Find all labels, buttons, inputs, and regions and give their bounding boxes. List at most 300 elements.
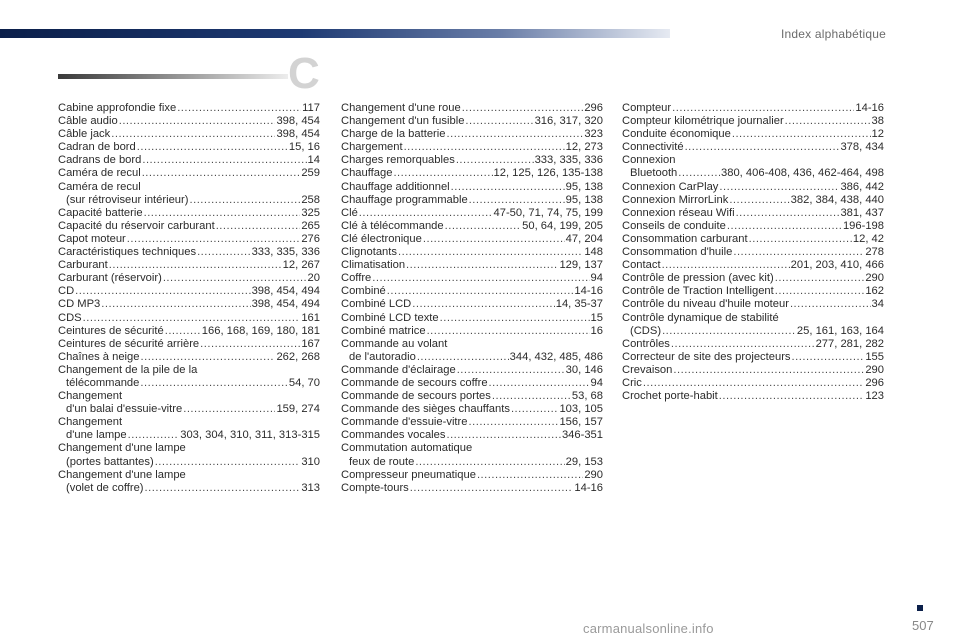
dot-leader	[410, 482, 574, 495]
index-entry	[622, 102, 884, 115]
index-entry-pages: 117	[302, 102, 320, 114]
dot-leader	[128, 429, 180, 442]
index-entry-pages: 155	[865, 350, 884, 363]
index-entry-pages: 29, 153	[565, 455, 603, 468]
dot-leader	[75, 285, 250, 298]
index-entry	[622, 312, 884, 338]
dot-leader	[451, 181, 565, 194]
index-entry-pages: 344, 432, 485, 486	[509, 350, 603, 363]
index-entry-term: Changement d'une roue	[341, 102, 461, 114]
index-entry-term: Clé électronique	[341, 232, 422, 245]
dot-leader	[163, 272, 307, 285]
index-column-1	[58, 102, 320, 495]
index-entry-pages: 54, 70	[288, 376, 320, 389]
index-entry-subterm: d'une lampe	[66, 429, 127, 442]
page-header-title: Index alphabétique	[780, 27, 886, 41]
index-entry	[341, 482, 603, 495]
dot-leader	[719, 181, 839, 194]
index-entry-pages: 398, 454	[276, 115, 320, 128]
index-entry-pages: 53, 68	[571, 390, 603, 403]
dot-leader	[445, 220, 522, 233]
dot-leader	[372, 272, 589, 285]
index-entry	[622, 220, 884, 233]
index-entry-term: Caractéristiques techniques	[58, 246, 197, 259]
index-entry-pages: 290	[865, 272, 884, 285]
index-entry-pages: 30, 146	[565, 363, 603, 376]
index-entry-subterm: feux de route	[349, 455, 415, 468]
index-entry-term: Crevaison	[622, 363, 673, 376]
dot-leader	[729, 194, 789, 207]
index-entry-pages: 16	[590, 324, 603, 337]
dot-leader	[727, 220, 842, 233]
dot-leader	[101, 298, 250, 311]
dot-leader	[465, 115, 533, 128]
index-entry-pages: 123	[865, 390, 884, 403]
index-entry-pages: 14	[307, 154, 320, 167]
index-entry-term: Cadran de bord	[58, 141, 136, 154]
index-entry-term: Combiné LCD	[341, 298, 412, 311]
index-entry	[341, 259, 603, 272]
index-entry-pages: 14, 35-37	[555, 298, 603, 311]
index-entry-pages: 398, 454, 494	[251, 285, 320, 298]
dot-leader	[775, 272, 865, 285]
index-entry-term: Clé	[341, 206, 358, 219]
index-entry-term: Changement	[58, 416, 123, 429]
index-entry-term: Cadrans de bord	[58, 154, 142, 167]
index-entry	[58, 298, 320, 311]
index-entry-pages: 323	[584, 128, 603, 141]
index-entry	[622, 154, 884, 180]
index-entry	[58, 220, 320, 233]
index-entry-term: Combiné	[341, 285, 386, 298]
index-entry-pages: 262, 268	[276, 350, 320, 363]
index-entry	[58, 128, 320, 141]
index-entry-subterm: Bluetooth	[630, 167, 678, 180]
index-entry	[622, 364, 884, 377]
dot-leader	[200, 338, 300, 351]
index-entry	[58, 115, 320, 128]
index-entry-pages: 15, 16	[288, 141, 320, 154]
dot-leader	[456, 154, 534, 167]
index-entry	[58, 141, 320, 154]
index-entry-term: Commandes vocales	[341, 429, 446, 442]
dot-leader	[719, 390, 865, 403]
index-entry	[341, 416, 603, 429]
index-entry-pages: 296	[865, 376, 884, 389]
index-entry	[341, 220, 603, 233]
index-entry-term: Chaînes à neige	[58, 350, 140, 363]
dot-leader	[142, 167, 301, 180]
dot-leader	[732, 128, 871, 141]
index-entry-pages: 148	[584, 246, 603, 259]
index-entry-term: Chauffage	[341, 167, 393, 180]
index-entry	[622, 194, 884, 207]
index-entry-term: Changement	[58, 390, 123, 403]
index-entry-pages: 259	[301, 167, 320, 180]
index-entry-pages: 265	[301, 219, 320, 232]
index-entry-pages: 129, 137	[559, 259, 603, 272]
index-entry	[341, 102, 603, 115]
index-entry-pages: 381, 437	[840, 206, 884, 219]
index-entry-term: Capacité du réservoir carburant	[58, 219, 215, 232]
index-entry-term: Crochet porte-habit	[622, 390, 718, 403]
index-entry-pages: 14-16	[574, 481, 603, 494]
index-entry-term: Connexion CarPlay	[622, 180, 719, 193]
index-entry-term: Compte-tours	[341, 481, 409, 494]
index-entry-term: Contact	[622, 259, 661, 272]
index-entry	[341, 469, 603, 482]
dot-leader	[142, 154, 306, 167]
index-entry-term: Commande d'éclairage	[341, 363, 456, 376]
index-entry	[341, 364, 603, 377]
section-divider-bar	[58, 74, 288, 79]
index-entry	[341, 377, 603, 390]
dot-leader	[145, 482, 301, 495]
index-entry-term: Câble audio	[58, 115, 118, 128]
index-entry-term: Consommation carburant	[622, 232, 748, 245]
index-entry-term: Chauffage programmable	[341, 193, 468, 206]
dot-leader	[671, 338, 815, 351]
index-entry	[58, 102, 320, 115]
index-entry-pages: 325	[301, 206, 320, 219]
index-entry-pages: 258	[301, 193, 320, 206]
dot-leader	[489, 377, 590, 390]
index-entry-term: Chauffage additionnel	[341, 180, 450, 193]
index-entry	[341, 285, 603, 298]
index-entry-term: Contrôle de pression (avec kit)	[622, 272, 774, 285]
index-entry-pages: 346-351	[561, 429, 603, 442]
index-entry-term: Changement d'un fusible	[341, 115, 465, 128]
watermark-text: carmanualsonline.info	[583, 621, 714, 636]
dot-leader	[423, 233, 565, 246]
index-entry	[341, 403, 603, 416]
index-entry	[341, 429, 603, 442]
index-entry-pages: 95, 138	[565, 193, 603, 206]
index-entry-pages: 38	[871, 115, 884, 128]
dot-leader	[462, 102, 584, 115]
index-entry	[622, 233, 884, 246]
index-entry-pages: 25, 161, 163, 164	[796, 324, 884, 337]
index-entry-term: Commande de secours portes	[341, 390, 491, 403]
index-entry-term: Changement d'une lampe	[58, 442, 186, 455]
index-entry-term: Charges remorquables	[341, 154, 455, 167]
index-entry-pages: 159, 274	[276, 403, 320, 416]
index-entry	[341, 154, 603, 167]
index-entry	[341, 272, 603, 285]
index-entry-pages: 290	[865, 363, 884, 376]
dot-leader	[662, 325, 796, 338]
index-entry	[58, 167, 320, 180]
dot-leader	[662, 259, 790, 272]
dot-leader	[216, 220, 301, 233]
dot-leader	[446, 429, 560, 442]
index-entry-pages: 94	[590, 376, 603, 389]
index-entry-pages: 12, 125, 126, 135-138	[493, 167, 603, 180]
index-entry	[58, 416, 320, 442]
index-entry-term: Cric	[622, 376, 642, 389]
index-entry-pages: 278	[865, 246, 884, 259]
dot-leader	[775, 285, 865, 298]
dot-leader	[673, 364, 864, 377]
index-entry	[341, 312, 603, 325]
dot-leader	[183, 403, 275, 416]
index-entry-term: Caméra de recul	[58, 180, 141, 193]
index-entry-term: Contrôle dynamique de stabilité	[622, 311, 779, 324]
index-entry	[58, 285, 320, 298]
index-entry	[58, 442, 320, 468]
index-entry-term: Contrôle du niveau d'huile moteur	[622, 298, 789, 311]
dot-leader	[792, 351, 865, 364]
index-entry	[58, 338, 320, 351]
dot-leader	[393, 167, 492, 180]
index-entry	[58, 181, 320, 207]
index-entry-pages: 276	[301, 232, 320, 245]
index-entry-pages: 290	[584, 468, 603, 481]
index-entry-pages: 15	[590, 311, 603, 324]
index-entry	[58, 259, 320, 272]
index-entry	[341, 338, 603, 364]
index-entry-term: Connexion réseau Wifi	[622, 206, 735, 219]
dot-leader	[749, 233, 852, 246]
index-entry-pages: 156, 157	[559, 416, 603, 429]
dot-leader	[440, 312, 590, 325]
dot-leader	[412, 298, 554, 311]
index-entry	[622, 207, 884, 220]
dot-leader	[83, 312, 301, 325]
index-entry	[622, 128, 884, 141]
dot-leader	[165, 325, 201, 338]
index-entry-term: Chargement	[341, 141, 403, 154]
index-entry	[341, 442, 603, 468]
index-entry-pages: 103, 105	[559, 403, 603, 416]
dot-leader	[137, 141, 288, 154]
index-entry-pages: 162	[865, 285, 884, 298]
index-entry-term: Changement d'une lampe	[58, 468, 186, 481]
index-entry-term: Commande d'essuie-vitre	[341, 416, 468, 429]
index-entry	[622, 246, 884, 259]
index-entry	[58, 233, 320, 246]
index-entry-pages: 94	[590, 272, 603, 285]
index-entry-term: Contrôle de Traction Intelligent	[622, 285, 774, 298]
index-entry-pages: 277, 281, 282	[815, 337, 884, 350]
dot-leader	[733, 246, 864, 259]
section-letter: C	[288, 49, 320, 98]
index-entry-pages: 14-16	[574, 285, 603, 298]
index-entry-pages: 201, 203, 410, 466	[790, 259, 884, 272]
index-entry-term: Compteur kilométrique journalier	[622, 115, 784, 128]
index-entry-term: Ceintures de sécurité arrière	[58, 337, 200, 350]
dot-leader	[685, 141, 840, 154]
index-entry	[622, 298, 884, 311]
index-entry-pages: 47-50, 71, 74, 75, 199	[493, 206, 603, 219]
dot-leader	[672, 102, 854, 115]
index-entry-pages: 50, 64, 199, 205	[522, 219, 603, 232]
index-entry	[58, 364, 320, 390]
index-entry-pages: 34	[871, 298, 884, 311]
dot-leader	[417, 351, 509, 364]
index-entry-pages: 398, 454, 494	[251, 298, 320, 311]
index-entry-term: Carburant (réservoir)	[58, 272, 162, 285]
index-entry-pages: 14-16	[855, 102, 884, 114]
index-entry-term: Commande des sièges chauffants	[341, 403, 510, 416]
index-entry-term: Combiné matrice	[341, 324, 426, 337]
index-entry	[58, 351, 320, 364]
index-entry	[341, 207, 603, 220]
index-entry	[341, 128, 603, 141]
index-entry-subterm: (CDS)	[630, 324, 662, 337]
index-entry	[622, 390, 884, 403]
dot-leader	[469, 194, 565, 207]
index-entry	[58, 312, 320, 325]
index-entry-subterm: (volet de coffre)	[66, 481, 144, 494]
index-entry-term: Cabine approfondie fixe	[58, 102, 177, 114]
index-entry-pages: 316, 317, 320	[534, 115, 603, 128]
index-column-3	[622, 102, 884, 403]
index-entry	[341, 246, 603, 259]
dot-leader	[477, 469, 583, 482]
index-entry-subterm: (sur rétroviseur intérieur)	[66, 193, 189, 206]
index-entry-term: Correcteur de site des projecteurs	[622, 350, 791, 363]
index-entry-term: Compresseur pneumatique	[341, 468, 476, 481]
index-entry-term: Capot moteur	[58, 232, 126, 245]
dot-leader	[189, 194, 300, 207]
dot-leader	[678, 167, 720, 180]
index-entry	[58, 390, 320, 416]
index-entry	[341, 298, 603, 311]
dot-leader	[155, 456, 301, 469]
index-entry	[341, 233, 603, 246]
index-entry-pages: 333, 335, 336	[534, 154, 603, 167]
index-entry-term: Ceintures de sécurité	[58, 324, 164, 337]
index-entry-pages: 20	[307, 272, 320, 285]
dot-leader	[415, 456, 564, 469]
index-entry-term: Connexion MirrorLink	[622, 193, 729, 206]
index-entry-pages: 12, 273	[565, 141, 603, 154]
index-entry	[341, 115, 603, 128]
index-column-2	[341, 102, 603, 495]
dot-leader	[140, 377, 288, 390]
index-entry	[58, 207, 320, 220]
dot-leader	[446, 128, 583, 141]
index-entry	[341, 167, 603, 180]
index-entry	[58, 469, 320, 495]
index-entry-term: Caméra de recul	[58, 167, 141, 180]
index-entry-subterm: d'un balai d'essuie-vitre	[66, 403, 183, 416]
index-entry-term: Clignotants	[341, 246, 397, 259]
index-entry	[341, 194, 603, 207]
dot-leader	[177, 102, 301, 115]
corner-square-marker	[917, 605, 923, 611]
index-entry-term: Clé à télécommande	[341, 219, 444, 232]
index-entry-term: Carburant	[58, 259, 108, 272]
index-entry	[341, 141, 603, 154]
index-entry-term: CD MP3	[58, 298, 101, 311]
dot-leader	[140, 351, 275, 364]
index-entry-term: Compteur	[622, 102, 672, 114]
index-entry-term: Consommation d'huile	[622, 246, 733, 259]
dot-leader	[119, 115, 276, 128]
index-entry	[622, 285, 884, 298]
index-entry-pages: 166, 168, 169, 180, 181	[201, 324, 320, 337]
index-entry-pages: 167	[301, 337, 320, 350]
index-entry-term: Coffre	[341, 272, 372, 285]
index-entry-pages: 313	[301, 481, 320, 494]
index-entry	[341, 181, 603, 194]
index-entry-term: Connectivité	[622, 141, 684, 154]
index-entry-pages: 380, 406-408, 436, 462-464, 498	[721, 167, 884, 180]
index-entry	[622, 351, 884, 364]
dot-leader	[427, 325, 590, 338]
dot-leader	[643, 377, 864, 390]
index-entry-term: Conduite économique	[622, 128, 731, 141]
dot-leader	[111, 128, 275, 141]
index-entry-term: Connexion	[622, 154, 676, 167]
index-entry-term: Commande au volant	[341, 337, 448, 350]
dot-leader	[457, 364, 565, 377]
index-entry-pages: 378, 434	[840, 141, 884, 154]
index-entry-pages: 95, 138	[565, 180, 603, 193]
index-entry-term: Climatisation	[341, 259, 406, 272]
dot-leader	[790, 298, 871, 311]
index-entry-pages: 398, 454	[276, 128, 320, 141]
dot-leader	[127, 233, 301, 246]
page-number: 507	[912, 618, 934, 633]
index-entry	[341, 390, 603, 403]
dot-leader	[736, 207, 840, 220]
index-entry	[622, 115, 884, 128]
index-entry	[622, 377, 884, 390]
index-entry-pages: 303, 304, 310, 311, 313-315	[180, 429, 320, 442]
index-entry-subterm: (portes battantes)	[66, 455, 154, 468]
dot-leader	[144, 207, 301, 220]
index-entry	[58, 246, 320, 259]
index-entry-pages: 161	[301, 311, 320, 324]
index-entry	[622, 141, 884, 154]
index-entry-pages: 382, 384, 438, 440	[790, 193, 884, 206]
index-entry-pages: 12, 267	[282, 259, 320, 272]
index-entry-pages: 310	[301, 455, 320, 468]
index-entry-term: Combiné LCD texte	[341, 311, 439, 324]
dot-leader	[469, 416, 559, 429]
index-entry-term: CDS	[58, 311, 82, 324]
index-entry-pages: 196-198	[842, 219, 884, 232]
index-entry-term: Commutation automatique	[341, 442, 473, 455]
index-entry-pages: 12, 42	[852, 232, 884, 245]
index-entry-pages: 296	[584, 102, 603, 114]
index-entry-term: Câble jack	[58, 128, 111, 141]
index-entry	[622, 181, 884, 194]
index-entry-pages: 333, 335, 336	[251, 246, 320, 259]
index-entry-term: Conseils de conduite	[622, 219, 726, 232]
index-entry-subterm: télécommande	[66, 376, 140, 389]
index-entry-subterm: de l'autoradio	[349, 350, 416, 363]
index-entry	[341, 325, 603, 338]
dot-leader	[359, 207, 493, 220]
dot-leader	[398, 246, 583, 259]
index-entry	[58, 272, 320, 285]
index-entry-term: Changement de la pile de la	[58, 363, 198, 376]
dot-leader	[511, 403, 558, 416]
dot-leader	[406, 259, 558, 272]
dot-leader	[197, 246, 251, 259]
index-entry	[622, 272, 884, 285]
dot-leader	[404, 141, 565, 154]
index-entry-term: CD	[58, 285, 75, 298]
dot-leader	[109, 259, 282, 272]
dot-leader	[387, 285, 574, 298]
index-entry-term: Capacité batterie	[58, 206, 143, 219]
index-entry-term: Commande de secours coffre	[341, 376, 488, 389]
